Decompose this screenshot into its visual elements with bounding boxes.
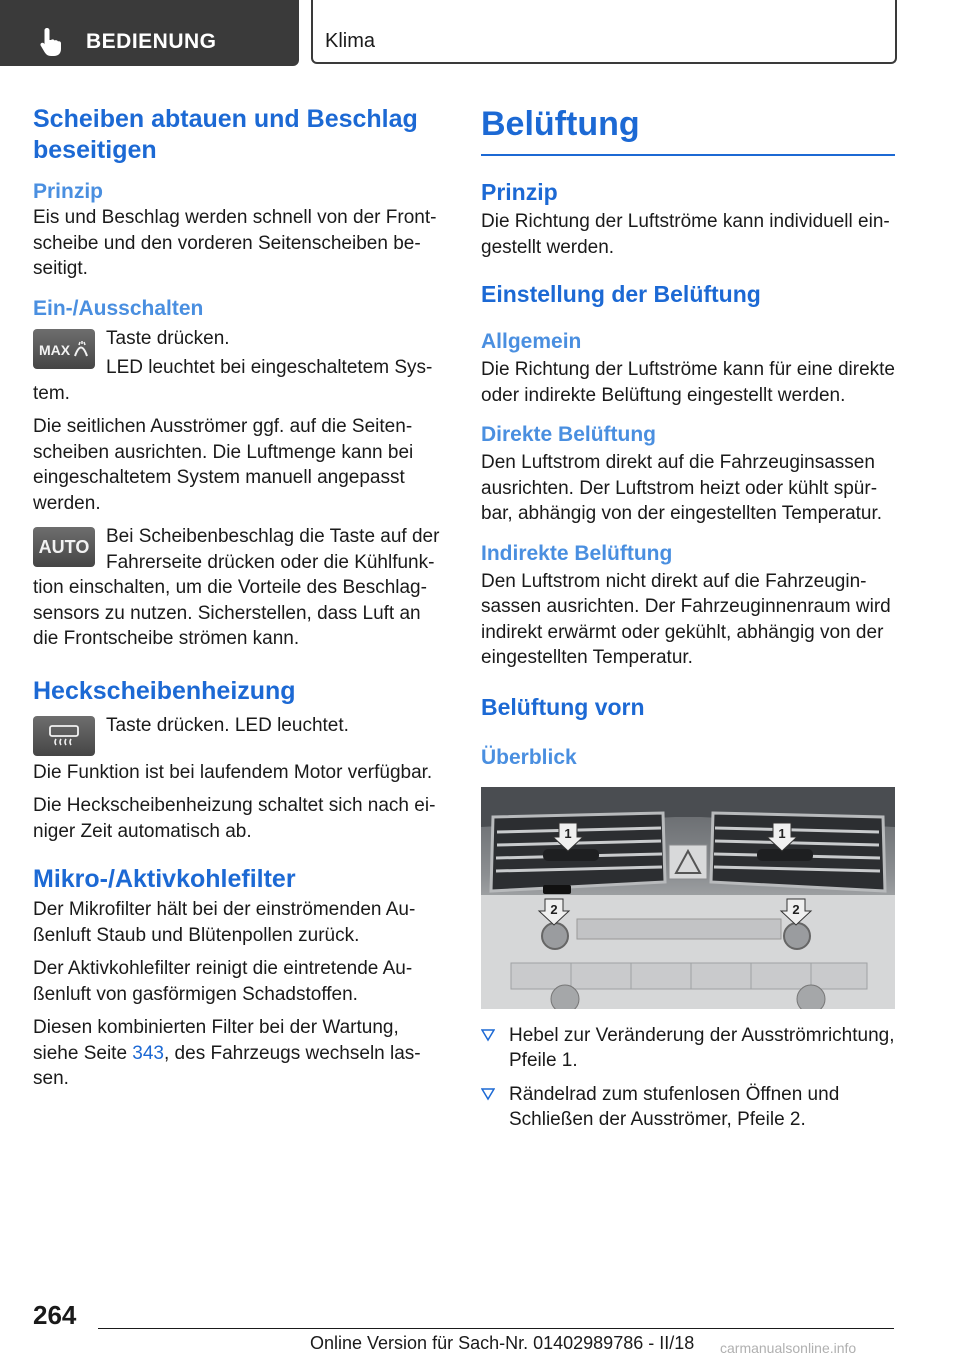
max-button-block <box>33 326 447 407</box>
auto-button-icon <box>33 527 95 567</box>
ventilation-title: Belüftung <box>481 104 895 156</box>
overview-list <box>481 1023 895 1133</box>
defrost-principle-heading: Prinzip <box>33 180 104 203</box>
callout-1-left: 1 <box>564 825 572 841</box>
callout-2-right: 2 <box>792 901 800 917</box>
right-column <box>481 104 895 1133</box>
direct-heading: Direkte Belüftung <box>481 423 657 446</box>
defrost-title: Scheiben abtauen und Beschlag beseitigen <box>33 105 418 164</box>
page-header <box>0 0 960 66</box>
vent-principle-text: Die Richtung der Luftströme kann individuell eingestellt werden. <box>481 211 890 258</box>
watermark: carmanualsonline.info <box>720 1340 857 1356</box>
onoff-heading: Ein-/Ausschalten <box>33 296 204 320</box>
callout-2-left: 2 <box>550 901 558 917</box>
footer-divider <box>98 1328 894 1329</box>
page-reference-link[interactable]: 343 <box>132 1042 164 1064</box>
rear-window-heating-icon <box>33 716 95 756</box>
overview-heading: Überblick <box>481 745 577 769</box>
filter-text-1: Der Mikrofilter hält bei der einströmenden Außenluft Staub und Blütenpollen zurück. <box>33 899 416 946</box>
list-item: Hebel zur Veränderung der Ausströmrichtung, Pfeile 1. <box>481 1023 895 1074</box>
rear-text-1: Die Funktion ist bei laufendem Motor verfügbar. <box>33 761 433 783</box>
general-text: Die Richtung der Luftströme kann für eine direkte oder indirekte Belüftung eingestellt werden. <box>481 359 895 406</box>
section-tab <box>0 0 299 66</box>
filter-title: Mikro-/Aktivkohlefilter <box>33 865 296 893</box>
filter-text-3: Diesen kombinierten Filter bei der Wartung, siehe Seite 343, des Fahrzeugs wechseln lassen. <box>33 1017 421 1089</box>
max-text-2: LED leuchtet bei eingeschaltetem System. <box>33 357 433 404</box>
auto-text: Bei Scheibenbeschlag die Taste auf der Fahrerseite drücken oder die Kühlfunktion einschalten, um die Vorteile des Beschlagsensors zu nutzen. Sicherstellen, dass Luft an die Frontscheibe strömen kann. <box>33 526 440 649</box>
chapter-tab <box>311 0 897 64</box>
chapter-label: Klima <box>325 30 376 52</box>
indirect-text: Den Luftstrom nicht direkt auf die Fahrzeuginsassen ausrichten. Der Fahrzeuginnenraum wird indirekt erwärmt oder gekühlt, abhängig von der eingestellten Temperatur. <box>481 570 891 668</box>
triangle-bullet-icon <box>481 1087 495 1101</box>
filter-text-2: Der Aktivkohlefilter reinigt die eintretende Außenluft von gasförmigen Schadstoffen. <box>33 958 413 1005</box>
page-number: 264 <box>33 1300 77 1330</box>
direct-text: Den Luftstrom direkt auf die Fahrzeuginsassen ausrichten. Der Luftstrom heizt oder kühlt spürbar, abhängig von der eingestellten Temperatur. <box>481 452 883 524</box>
indirect-heading: Indirekte Belüftung <box>481 541 673 565</box>
rear-defrost-title: Heckscheibenheizung <box>33 676 296 705</box>
auto-button-block <box>33 524 447 652</box>
auto-button-text: AUTO <box>38 536 90 557</box>
triangle-bullet-icon <box>481 1028 495 1042</box>
defrost-principle-text: Eis und Beschlag werden schnell von der Frontscheibe und den vorderen Seitenscheiben beseitigt. <box>33 207 437 279</box>
max-defrost-button-icon <box>33 329 95 369</box>
rear-button-text: Taste drücken. LED leuchtet. <box>106 714 349 736</box>
general-heading: Allgemein <box>481 330 582 353</box>
online-version-text: Online Version für Sach-Nr. 01402989786 - II/18 <box>310 1333 695 1353</box>
vent-principle-heading: Prinzip <box>481 179 558 205</box>
front-vent-heading: Belüftung vorn <box>481 693 645 720</box>
rear-button-block <box>33 713 447 739</box>
max-text-1: Taste drücken. <box>106 327 230 349</box>
list-item: Rändelrad zum stufenlosen Öffnen und Schließen der Ausströmer, Pfeile 2. <box>481 1082 895 1133</box>
outlets-text: Die seitlichen Ausströmer ggf. auf die Seitenscheiben ausrichten. Die Luftmenge kann bei eingeschaltetem System manuell angepasst werden. <box>33 416 414 514</box>
hand-pointer-icon <box>38 26 66 58</box>
setting-heading: Einstellung der Belüftung <box>481 281 761 307</box>
max-button-text: MAX <box>39 341 71 358</box>
section-label: BEDIENUNG <box>86 30 217 53</box>
air-vents-photo <box>481 787 895 1009</box>
rear-text-2: Die Heckscheibenheizung schaltet sich nach einiger Zeit automatisch ab. <box>33 795 436 842</box>
left-column <box>33 104 447 1092</box>
callout-1-right: 1 <box>778 825 786 841</box>
